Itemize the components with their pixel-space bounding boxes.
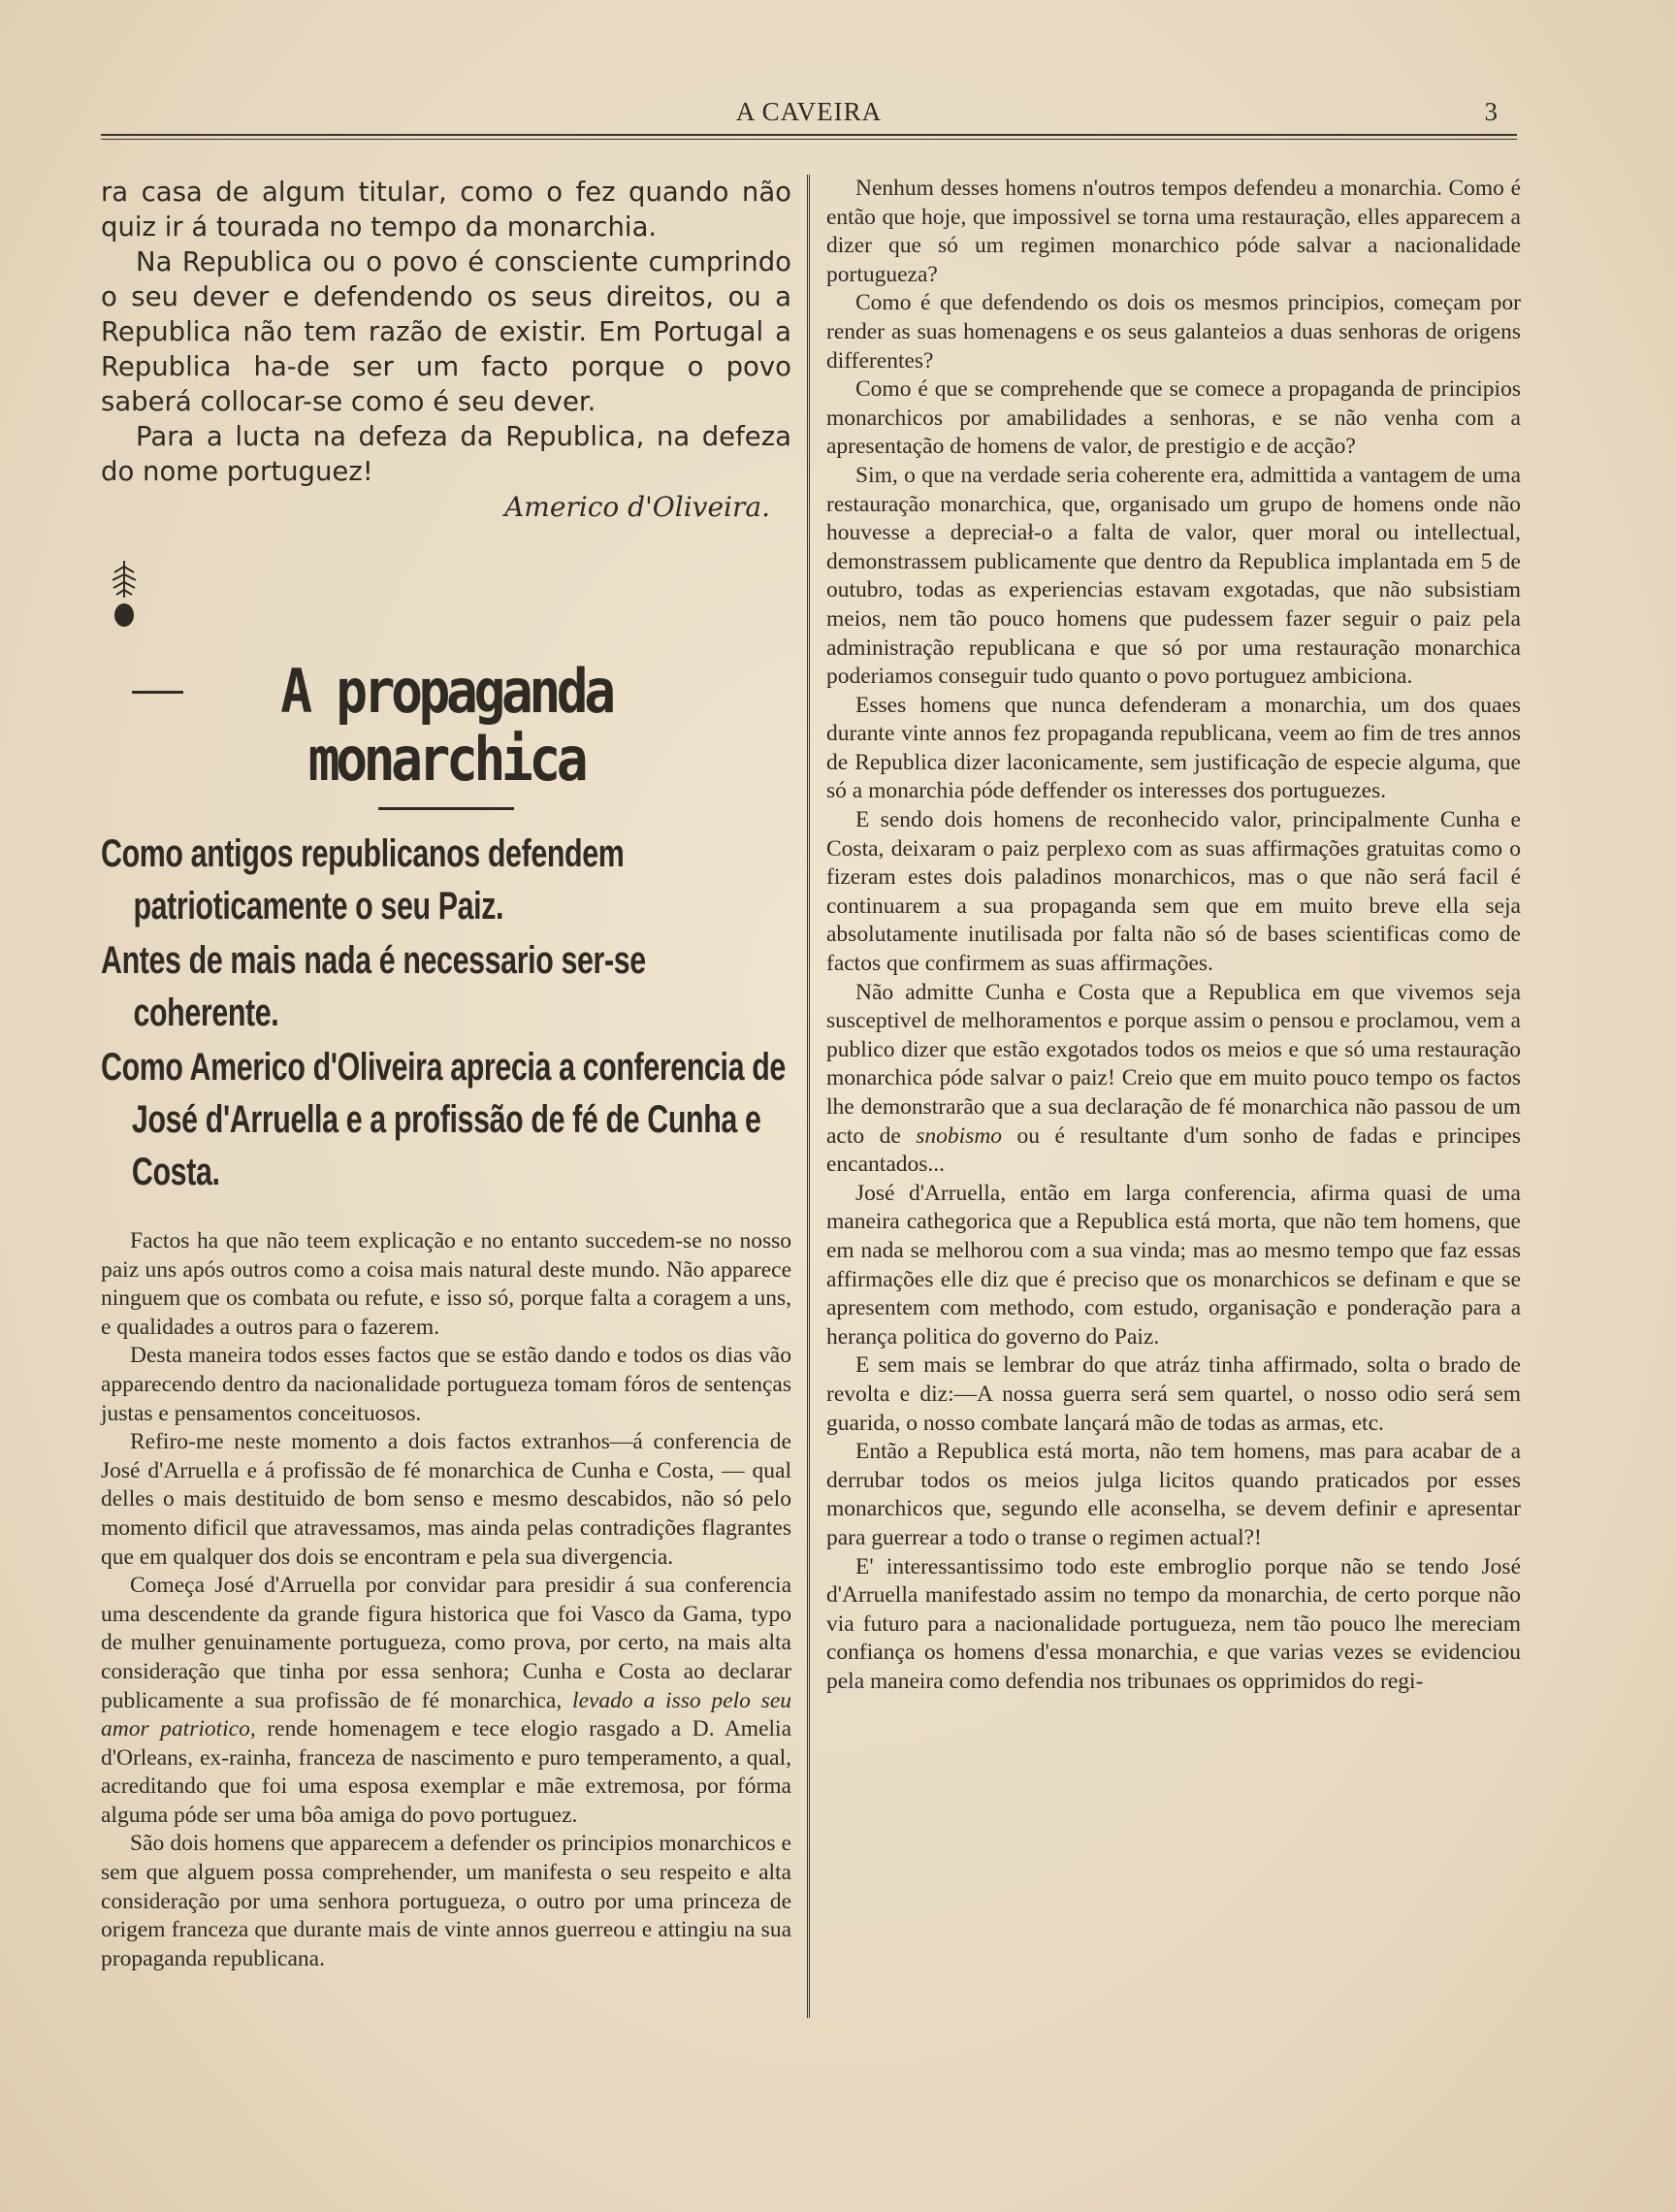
page-header xyxy=(101,95,1517,134)
page-number: 3 xyxy=(1484,97,1498,126)
body-paragraph: E sem mais se lembrar do que atráz tinha affirmado, solta o brado de revolta e diz:—A nossa guerra será sem quartel, o nosso odio será sem guarida, o nosso combate lançará mão de todas as armas, etc. xyxy=(826,1352,1521,1436)
body-paragraph: São dois homens que apparecem a defender os principios monarchicos e sem que alguem possa comprehender, um manifesta o seu respeito e alta consideração por uma senhora portugueza, o outro por uma princeza de origem franceza que durante mais de vinte annos guerreou e attingiu na sua propaganda republicana. xyxy=(101,1831,791,1971)
body-paragraph: Esses homens que nunca defenderam a monarchia, um dos quaes durante vinte annos fez propaganda republicana, veem ao fim de tres annos de Republica dizer laconicamente, sem justificação de especie alguma, que só a monarchia póde deffender os interesses dos portuguezes. xyxy=(826,692,1521,804)
body-paragraph xyxy=(826,979,1521,1180)
headline-rule xyxy=(378,807,514,810)
header-rule-thin xyxy=(101,139,1517,140)
body-paragraph: Nenhum desses homens n'outros tempos defendeu a monarchia. Como é então que hoje, que impossivel se torna uma restauração, elles apparecem a dizer que só um regimen monarchico póde salvar a nacionalidade portugueza? xyxy=(826,176,1521,287)
right-column xyxy=(826,175,1521,1696)
body-paragraph: E' interessantissimo todo este embroglio porque não se tendo José d'Arruella manifestado assim no tempo da monarchia, de certo porque não via futuro para a nacionalidade portugueza, nem tão pouco lhe mereciam confiança os homens d'essa monarchia, e que varias vezes se evidenciou pela maneira como defendia nos tribunaes os opprimidos do regi- xyxy=(826,1553,1521,1694)
header-rule-thick xyxy=(101,134,1517,136)
subhead: Antes de mais nada é necessario ser-se coherente. xyxy=(101,939,646,1034)
intro-paragraph: Para a lucta na defeza da Republica, na defeza do nome portuguez! xyxy=(101,421,791,487)
article-headline-text: A propaganda monarchica xyxy=(280,656,612,795)
body-paragraph: Como é que se comprehende que se comece a propaganda de principios monarchicos por amabilidades a senhoras, e se não venha com a apresentação de homens de valor, de prestigio e de acção? xyxy=(826,376,1521,460)
body-text: Começa José d'Arruella por convidar para presidir á sua conferencia uma descendente da grande figura historica que foi Vasco da Gama, typo de mulher genuinamente portugueza, como prova, por certo, na mais alta consideração que tinha por essa senhora; Cunha e Costa ao declarar publicamente a sua profissão de fé monarchica, xyxy=(101,1573,791,1713)
italic-phrase: levado a isso pelo seu amor patriotico, xyxy=(101,1687,792,1742)
column-divider xyxy=(807,175,810,2018)
newspaper-title: A CAVEIRA xyxy=(735,97,883,126)
body-paragraph: Como é que defendendo os dois os mesmos principios, começam por render as suas homenagens e os seus galanteios a duas senhoras de origens differentes? xyxy=(826,290,1521,374)
subhead: Como antigos republicanos defendem patrioticamente o seu Paiz. xyxy=(101,832,625,927)
author-signature: Americo d'Oliveira. xyxy=(504,491,770,523)
body-text: ou é resultante d'um sonho de fadas e principes encantados... xyxy=(826,1122,1522,1178)
headline-dash xyxy=(132,691,183,694)
body-paragraph: E sendo dois homens de reconhecido valor, principalmente Cunha e Costa, deixaram o paiz perplexo com as suas affirmações gratuitas como o fizeram estes dois paladinos monarchicos, mas o que não será facil é continuarem a sua propaganda sem que em muito breve ella seja absolutamente inutilisada por falta não só de bases scientificas como de factos que confirmem as suas affirmações. xyxy=(826,807,1521,977)
body-paragraph: José d'Arruella, então em larga conferencia, afirma quasi de uma maneira cathegorica que a Republica está morta, que não tem homens, que em nada se melhorou com a sua vinda; mas ao mesmo tempo que faz essas affirmações elle diz que é preciso que os monarchicos se definam e que se apresentem com methodo, com estudo, organisação e ponderação para a herança politica do governo do Paiz. xyxy=(826,1180,1521,1350)
body-paragraph: Refiro-me neste momento a dois factos extranhos—á conferencia de José d'Arruella e á profissão de fé monarchica de Cunha e Costa, — qual delles o mais destituido de bom senso e mesmo descabidos, não só pelo momento dificil que atravessamos, mas ainda pelas contradições flagrantes que em qualquer dos dois se encontram e pela sua divergencia. xyxy=(101,1429,791,1570)
ornament-icon xyxy=(105,559,144,629)
body-paragraph: Sim, o que na verdade seria coherente era, admittida a vantagem de uma restauração monarchica, que, organisado um grupo de homens onde não houvesse a depreciał-o a falta de valor, quer moral ou intellectual, demonstrassem publicamente que dentro da Republica implantada em 5 de outubro, todas as experiencias estavam exgotadas, que não subsistiam meios, nem tão pouco homens que pudessem fazer seguir o paiz pela administração republicana e que só por uma restauração monarchica poderiamos conseguir tudo quanto o povo portuguez ambiciona. xyxy=(826,462,1521,690)
article-headline xyxy=(143,658,751,794)
article-subheads xyxy=(101,828,791,1198)
previous-article-ending xyxy=(101,175,791,489)
intro-paragraph: Na Republica ou o povo é consciente cumprindo o seu dever e defendendo os seus direitos, ou a Republica não tem razão de existir. Em Portugal a Republica ha-de ser um facto porque o povo saberá collocar-se como é seu dever. xyxy=(101,246,791,417)
body-text: Não admitte Cunha e Costa que a Republica em que vivemos seja susceptivel de melhoramentos e porque assim o pensou e proclamou, vem a publico dizer que estão exgotados todos os meios e que só uma restauração monarchica póde salvar o paiz! Creio que em muito pouco tempo os factos lhe demonstrarão que a sua declaração de fé monarchica não passou de um acto de xyxy=(826,979,1521,1149)
body-paragraph: Então a Republica está morta, não tem homens, mas para acabar de a derrubar todos os meios julga licitos quando praticados por esses monarchicos que, segundo elle aconselha, se devem definir e apresentar para guerrear a todo o transe o regimen actual?! xyxy=(826,1439,1521,1550)
body-text: rende homenagem e tece elogio rasgado a D. Amelia d'Orleans, ex-rainha, franceza de nascimento e puro temperamento, a qual, acreditando que foi uma esposa exemplar e mãe extremosa, por fórma alguma póde ser uma bôa amiga do povo portuguez. xyxy=(101,1716,792,1828)
left-column xyxy=(101,175,791,1973)
body-paragraph: Factos ha que não teem explicação e no entanto succedem-se no nosso paiz uns após outros como a coisa mais natural deste mundo. Não apparece ninguem que os combata ou refute, e isso só, porque falta a coragem a uns, e qualidades a outros para o fazerem. xyxy=(101,1228,791,1340)
subhead: Como Americo d'Oliveira aprecia a conferencia de José d'Arruella e a profissão de fé de Cunha e Costa. xyxy=(101,1046,786,1193)
body-paragraph xyxy=(101,1572,791,1830)
italic-word: snobismo xyxy=(916,1122,1003,1149)
article-body-right xyxy=(826,175,1521,1696)
article-body-left xyxy=(101,1227,791,1973)
body-paragraph: Desta maneira todos esses factos que se estão dando e todos os dias vão apparecendo dentro da nacionalidade portugueza tomam fóros de sentenças justas e pensamentos conceituosos. xyxy=(101,1343,791,1426)
intro-paragraph: ra casa de algum titular, como o fez quando não quiz ir á tourada no tempo da monarchia. xyxy=(101,177,791,243)
